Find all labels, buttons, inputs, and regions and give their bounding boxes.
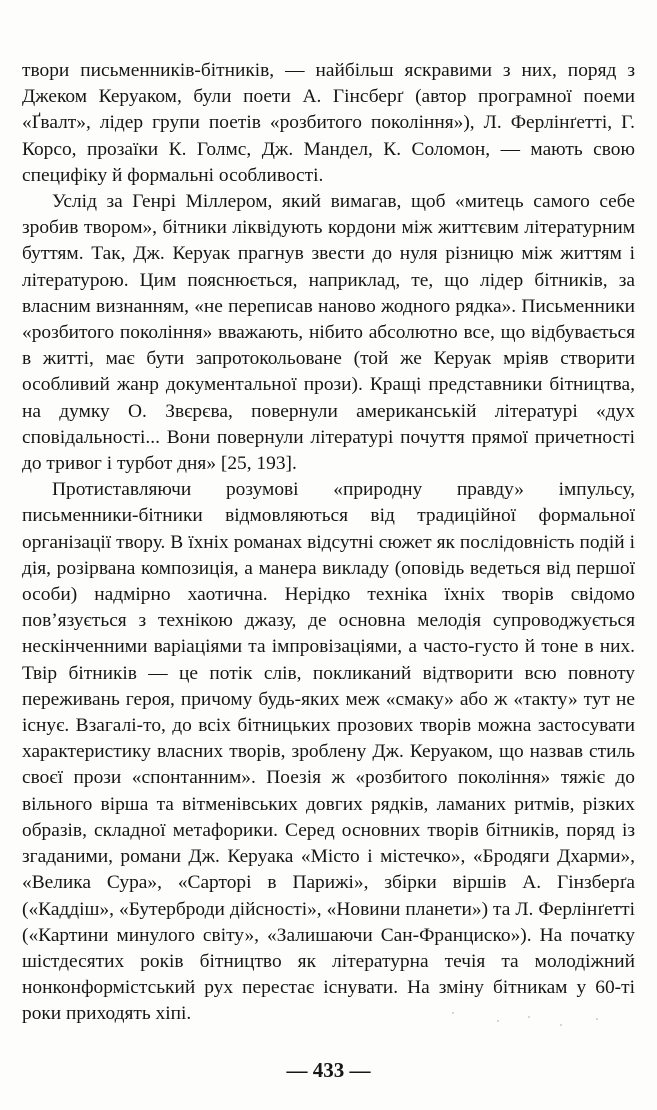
paragraph-1: твори письменників-бітників, — найбільш яскравими з них, поряд з Джеком Керуаком, були поети А. Гінсберґ (автор програмної поеми «Ґвалт», лідер групи поетів «розбитого покоління»), Л. Ферлінґетті, Г. Корсо, прозаїки К. Голмс, Дж. Мандел, К. Соломон, — мають свою специфіку й формальні особливості.	[22, 60, 635, 186]
paragraph-2: Услід за Генрі Міллером, який вимагав, щоб «митець самого себе зробив твором», бітники ліквідують кордони між життєвим літературним буттям. Так, Дж. Керуак прагнув звести до нуля різницю між життям і літературою. Цим пояснюється, наприклад, те, що лідер бітників, за власним визнанням, «не переписав наново жодного рядка». Письменники «розбитого покоління» вважають, нібито абсолютно все, що відбувається в житті, має бути запротокольоване (той же Керуак мріяв створити особливий жанр документальної прози). Кращі представники бітництва, на думку О. Звєрєва, повернули американській літературі «дух сповідальності... Вони повернули літературі почуття прямої причетності до тривог і турбот дня» [25, 193].	[22, 191, 635, 475]
scan-speck	[596, 1018, 598, 1020]
scan-speck	[452, 1012, 454, 1014]
scan-speck	[528, 1016, 530, 1018]
paragraph-3: Протиставляючи розумові «природну правду» імпульсу, письменники-бітники відмовляються від традиційної формальної організації твору. В їхніх романах відсутні сюжет як послідовність подій і дія, розірвана композиція, а манера викладу (оповідь ведеться від першої особи) надмірно хаотична. Нерідко техніка їхніх творів свідомо пов’язується з технікою джазу, де основна мелодія супроводжується нескінченними варіаціями та імпровізаціями, а часто-густо й тоне в них. Твір бітників — це потік слів, покликаний відтворити всю повноту переживань героя, причому будь-яких меж «смаку» або ж «такту» тут не існує. Взагалі-то, до всіх бітницьких прозових творів можна застосувати характеристику власних творів, зроблену Дж. Керуаком, що назвав стиль своєї прози «спонтанним». Поезія ж «розбитого покоління» тяжіє до вільного вірша та вітменівських довгих рядків, ламаних ритмів, різких образів, складної метафорики. Серед основних творів бітників, поряд із згаданими, романи Дж. Керуака «Місто і містечко», «Бродяги Дхарми», «Велика Сура», «Сарторі в Парижі», збірки віршів А. Гінзберґа («Каддіш», «Бутерброди дійсності», «Новини планети») та Л. Ферлінґетті («Картини минулого світу», «Залишаючи Сан-Франциско»). На початку шістдесятих років бітництво як літературна течія та молодіжний нонконформістський рух перестає існувати. На зміну бітникам у 60-ті роки приходять хіпі.	[22, 479, 635, 1025]
page-number: — 433 —	[286, 1058, 371, 1082]
scan-speck	[497, 1020, 499, 1022]
page-body	[22, 58, 635, 1028]
scan-speck	[560, 1024, 562, 1026]
